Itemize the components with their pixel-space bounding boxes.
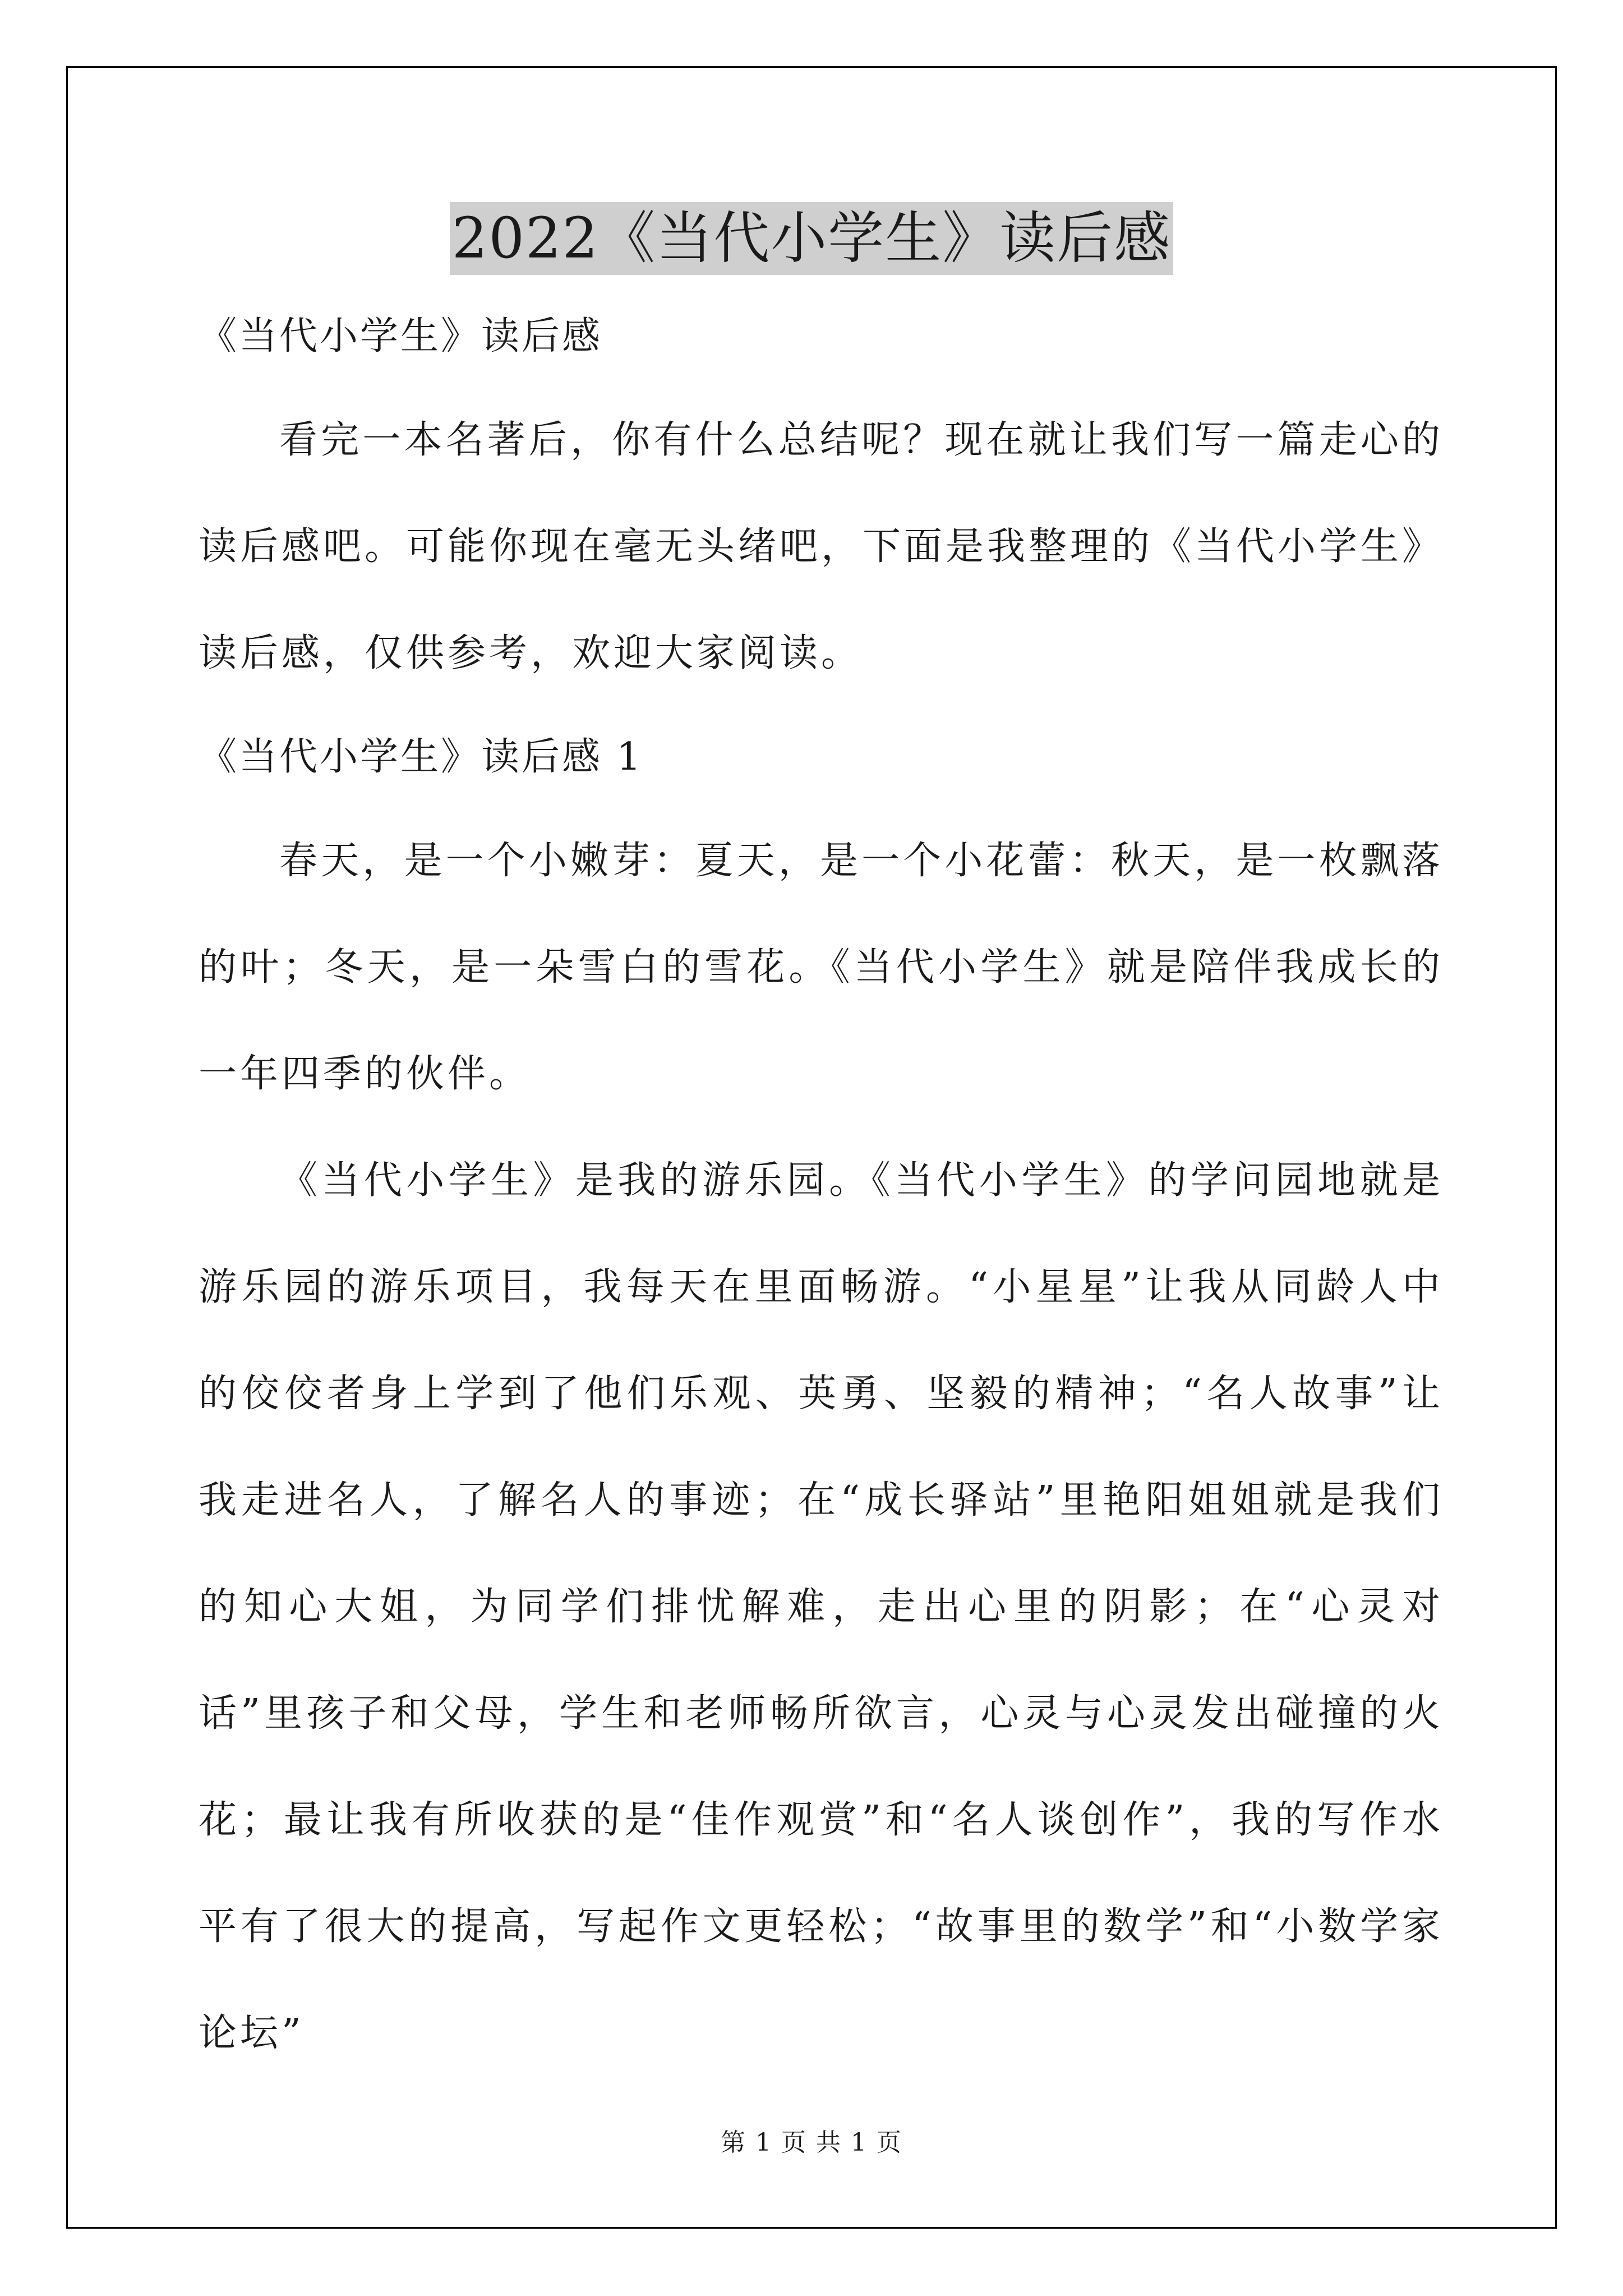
intro-paragraph: 看完一本名著后，你有什么总结呢？现在就让我们写一篇走心的读后感吧。可能你现在毫无头绪吧，下面是我整理的《当代小学生》读后感，仅供参考，欢迎大家阅读。	[199, 418, 1444, 675]
document-title-text: 2022《当代小学生》读后感	[450, 202, 1174, 275]
body-paragraph: 《当代小学生》是我的游乐园。《当代小学生》的学问园地就是游乐园的游乐项目，我每天在里面畅游。“小星星”让我从同龄人中的佼佼者身上学到了他们乐观、英勇、坚毅的精神；“名人故事”让我走进名人，了解名人的事迹；在“成长驿站”里艳阳姐姐就是我们的知心大姐，为同学们排忧解难，走出心里的阴影；在“心灵对话”里孩子和父母，学生和老师畅所欲言，心灵与心灵发出碰撞的火花；最让我有所收获的是“佳作观赏”和“名人谈创作”，我的写作水平有了很大的提高，写起作文更轻松；“故事里的数学”和“小数学家论坛”	[199, 1158, 1444, 2055]
document-body	[199, 314, 1444, 2087]
section-heading: 《当代小学生》读后感	[199, 314, 603, 358]
page-footer: 第 1 页 共 1 页	[721, 2128, 902, 2157]
section-heading: 《当代小学生》读后感 1	[199, 735, 643, 779]
document-title	[0, 202, 1623, 275]
body-paragraph: 春天，是一个小嫩芽：夏天，是一个小花蕾：秋天，是一枚飘落的叶；冬天，是一朵雪白的雪花。《当代小学生》就是陪伴我成长的一年四季的伙伴。	[199, 839, 1444, 1096]
